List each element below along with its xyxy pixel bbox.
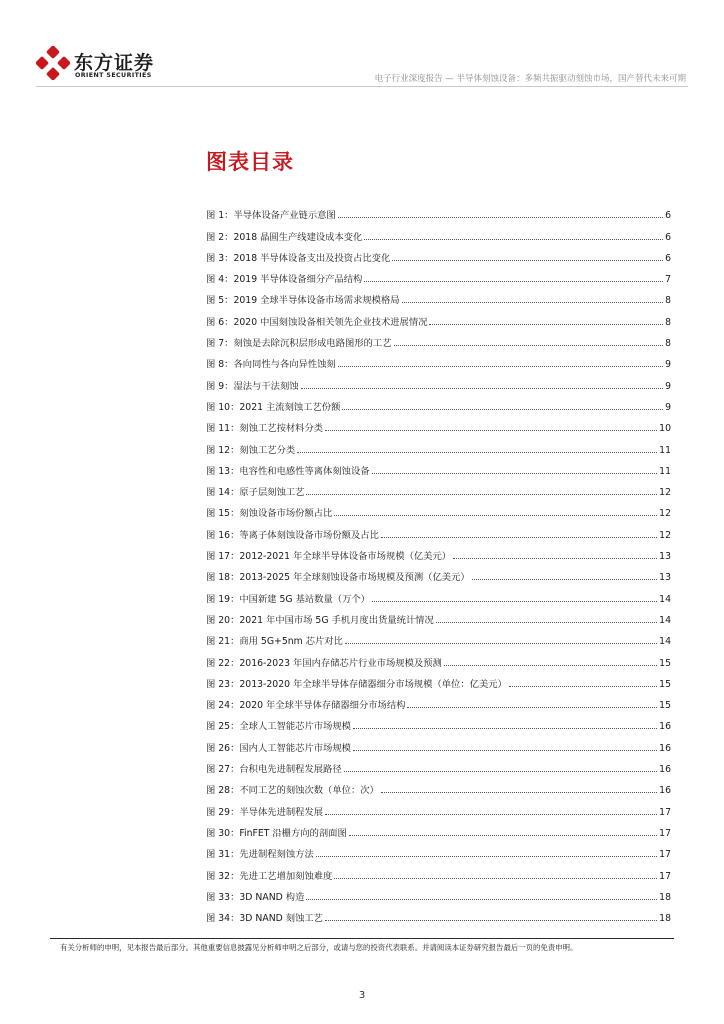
toc-dot-leader: [316, 856, 657, 857]
toc-entry-label: 图 11：刻蚀工艺按材料分类: [206, 423, 324, 435]
toc-dot-leader: [353, 750, 657, 751]
toc-dot-leader: [429, 324, 663, 325]
toc-entry-label: 图 7：刻蚀是去除沉积层形成电路图形的工艺: [206, 338, 392, 350]
toc-entry[interactable]: [206, 243, 671, 264]
toc-dot-leader: [436, 622, 657, 623]
toc-dot-leader: [372, 473, 658, 474]
toc-entry-page: 12: [659, 529, 671, 541]
toc-entry-page: 15: [659, 657, 671, 669]
toc-title: 图表目录: [206, 150, 294, 174]
toc-entry-page: 15: [659, 700, 671, 712]
toc-entry-label: 图 23：2013-2020 年全球半导体存储器细分市场规模（单位：亿美元）: [206, 678, 507, 690]
toc-entry[interactable]: [206, 732, 671, 753]
toc-entry-label: 图 5：2019 全球半导体设备市场需求规模格局: [206, 295, 400, 307]
logo-chinese-name: 东方证券: [74, 52, 155, 74]
toc-entry-label: 图 32：先进工艺增加刻蚀难度: [206, 870, 333, 882]
toc-entry[interactable]: [206, 200, 671, 221]
toc-entry-page: 6: [665, 252, 671, 264]
toc-entry-label: 图 10：2021 主流刻蚀工艺份额: [206, 401, 341, 413]
toc-entry[interactable]: [206, 306, 671, 327]
toc-entry-page: 8: [665, 316, 671, 328]
toc-entry-label: 图 25：全球人工智能芯片市场规模: [206, 721, 351, 733]
toc-entry-page: 11: [659, 465, 671, 477]
toc-entry-label: 图 34：3D NAND 刻蚀工艺: [206, 913, 323, 925]
toc-entry-page: 6: [665, 210, 671, 222]
toc-dot-leader: [349, 835, 657, 836]
toc-entry-page: 17: [659, 849, 671, 861]
toc-entry-label: 图 20：2021 年中国市场 5G 手机月度出货量统计情况: [206, 614, 434, 626]
toc-dot-leader: [338, 366, 663, 367]
toc-entry-page: 16: [659, 742, 671, 754]
toc-dot-leader: [381, 537, 657, 538]
toc-entry-label: 图 1：半导体设备产业链示意图: [206, 210, 336, 222]
toc-list: [206, 200, 671, 924]
toc-entry-label: 图 13：电容性和电感性等离体刻蚀设备: [206, 465, 370, 477]
toc-entry-page: 18: [659, 913, 671, 925]
toc-entry-label: 图 17：2012-2021 年全球半导体设备市场规模（亿美元）: [206, 551, 452, 563]
toc-dot-leader: [334, 878, 657, 879]
toc-entry[interactable]: [206, 519, 671, 540]
toc-dot-leader: [509, 686, 657, 687]
toc-entry-label: 图 14：原子层刻蚀工艺: [206, 487, 305, 499]
page-number: 3: [358, 990, 366, 1001]
toc-entry[interactable]: [206, 796, 671, 817]
toc-entry[interactable]: [206, 605, 671, 626]
toc-entry[interactable]: [206, 477, 671, 498]
footer-divider: [50, 938, 674, 939]
toc-dot-leader: [402, 302, 664, 303]
toc-entry-label: 图 4：2019 半导体设备细分产品结构: [206, 274, 363, 286]
toc-entry-page: 12: [659, 508, 671, 520]
report-title: 电子行业深度报告 — 半导体刻蚀设备：多频共振驱动刻蚀市场，国产替代未来可期: [374, 74, 686, 84]
disclaimer: 有关分析师的申明，见本报告最后部分。其他重要信息披露见分析师申明之后部分，或请与您的投资代表联系。并请阅读本证券研究报告最后一页的免责申明。: [60, 943, 578, 952]
toc-entry[interactable]: [206, 860, 671, 881]
toc-entry[interactable]: [206, 285, 671, 306]
toc-entry-page: 8: [665, 295, 671, 307]
orient-securities-logo-icon: [36, 46, 70, 80]
toc-entry-page: 9: [665, 380, 671, 392]
toc-entry[interactable]: [206, 264, 671, 285]
toc-entry[interactable]: [206, 328, 671, 349]
toc-entry-page: 16: [659, 785, 671, 797]
toc-entry[interactable]: [206, 456, 671, 477]
toc-dot-leader: [444, 665, 657, 666]
header-divider: [36, 86, 688, 87]
toc-dot-leader: [381, 792, 657, 793]
toc-entry-label: 图 15：刻蚀设备市场份额占比: [206, 508, 333, 520]
toc-entry-page: 7: [665, 274, 671, 286]
toc-entry[interactable]: [206, 370, 671, 391]
toc-entry[interactable]: [206, 498, 671, 519]
toc-entry-label: 图 2：2018 晶圆生产线建设成本变化: [206, 231, 363, 243]
toc-dot-leader: [325, 430, 657, 431]
toc-entry-page: 9: [665, 401, 671, 413]
toc-entry[interactable]: [206, 818, 671, 839]
toc-entry-label: 图 6：2020 中国刻蚀设备相关领先企业技术进展情况: [206, 316, 428, 328]
toc-entry-label: 图 8：各向同性与各向异性蚀刻: [206, 359, 336, 371]
toc-entry-page: 12: [659, 487, 671, 499]
toc-entry[interactable]: [206, 839, 671, 860]
toc-dot-leader: [325, 814, 657, 815]
toc-entry[interactable]: [206, 775, 671, 796]
toc-entry-page: 17: [659, 827, 671, 839]
toc-entry-label: 图 16：等离子体刻蚀设备市场份额及占比: [206, 529, 379, 541]
toc-entry-page: 17: [659, 806, 671, 818]
toc-entry[interactable]: [206, 882, 671, 903]
toc-dot-leader: [353, 728, 657, 729]
toc-dot-leader: [472, 579, 658, 580]
toc-entry-label: 图 28：不同工艺的刻蚀次数（单位：次）: [206, 785, 379, 797]
toc-entry[interactable]: [206, 754, 671, 775]
toc-dot-leader: [364, 281, 663, 282]
brand-logo: [36, 46, 166, 86]
toc-dot-leader: [392, 260, 663, 261]
toc-entry-page: 16: [659, 764, 671, 776]
toc-entry-page: 10: [659, 423, 671, 435]
logo-english-name: ORIENT SECURITIES: [75, 72, 152, 79]
toc-dot-leader: [345, 643, 657, 644]
toc-entry-page: 18: [659, 891, 671, 903]
toc-entry-label: 图 9：湿法与干法刻蚀: [206, 380, 299, 392]
toc-entry-page: 13: [659, 551, 671, 563]
toc-dot-leader: [306, 494, 657, 495]
toc-entry[interactable]: [206, 413, 671, 434]
toc-entry-label: 图 21：商用 5G+5nm 芯片对比: [206, 636, 343, 648]
toc-entry-page: 14: [659, 614, 671, 626]
toc-entry-label: 图 31：先进制程刻蚀方法: [206, 849, 314, 861]
toc-entry-page: 13: [659, 572, 671, 584]
toc-entry[interactable]: [206, 541, 671, 562]
toc-entry-label: 图 27：台积电先进制程发展路径: [206, 764, 342, 776]
toc-dot-leader: [338, 217, 663, 218]
toc-entry-page: 9: [665, 359, 671, 371]
toc-entry[interactable]: [206, 392, 671, 413]
toc-entry[interactable]: [206, 626, 671, 647]
toc-entry[interactable]: [206, 349, 671, 370]
toc-entry-page: 6: [665, 231, 671, 243]
toc-dot-leader: [306, 899, 657, 900]
toc-entry-label: 图 30：FinFET 沿栅方向的剖面图: [206, 827, 347, 839]
toc-entry[interactable]: [206, 583, 671, 604]
toc-entry-page: 11: [659, 444, 671, 456]
toc-entry-label: 图 3：2018 半导体设备支出及投资占比变化: [206, 252, 391, 264]
toc-dot-leader: [342, 409, 663, 410]
toc-dot-leader: [325, 920, 657, 921]
toc-entry-page: 8: [665, 338, 671, 350]
toc-entry-label: 图 24：2020 年全球半导体存储器细分市场结构: [206, 700, 406, 712]
toc-dot-leader: [344, 771, 658, 772]
toc-dot-leader: [364, 239, 663, 240]
toc-entry-label: 图 29：半导体先进制程发展: [206, 806, 324, 818]
toc-entry-label: 图 19：中国新建 5G 基站数量（万个）: [206, 593, 370, 605]
toc-dot-leader: [394, 345, 664, 346]
toc-dot-leader: [372, 601, 657, 602]
toc-dot-leader: [453, 558, 657, 559]
toc-entry-label: 图 33：3D NAND 构造: [206, 891, 305, 903]
toc-entry-label: 图 22：2016-2023 年国内存储芯片行业市场规模及预测: [206, 657, 442, 669]
toc-entry[interactable]: [206, 434, 671, 455]
toc-dot-leader: [301, 388, 664, 389]
toc-entry[interactable]: [206, 669, 671, 690]
toc-dot-leader: [297, 452, 657, 453]
toc-entry[interactable]: [206, 903, 671, 924]
toc-entry[interactable]: [206, 562, 671, 583]
toc-entry-label: 图 12：刻蚀工艺分类: [206, 444, 296, 456]
toc-entry-page: 14: [659, 593, 671, 605]
toc-entry[interactable]: [206, 221, 671, 242]
toc-entry-page: 17: [659, 870, 671, 882]
toc-entry-page: 15: [659, 678, 671, 690]
toc-entry-page: 16: [659, 721, 671, 733]
toc-dot-leader: [334, 515, 657, 516]
toc-entry-label: 图 18：2013-2025 年全球刻蚀设备市场规模及预测（亿美元）: [206, 572, 470, 584]
toc-dot-leader: [407, 707, 657, 708]
toc-entry[interactable]: [206, 711, 671, 732]
toc-entry[interactable]: [206, 690, 671, 711]
toc-entry[interactable]: [206, 647, 671, 668]
toc-entry-page: 14: [659, 636, 671, 648]
toc-entry-label: 图 26：国内人工智能芯片市场规模: [206, 742, 351, 754]
